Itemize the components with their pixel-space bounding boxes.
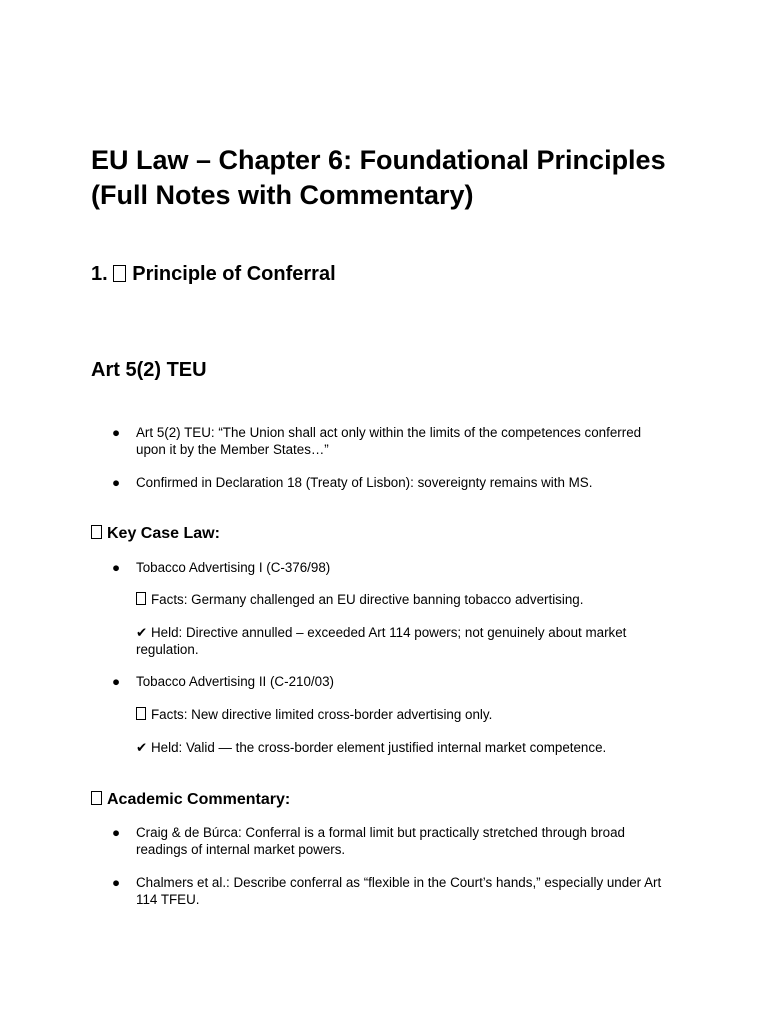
subsection-heading: Art 5(2) TEU [91, 359, 207, 381]
document-title: EU Law – Chapter 6: Foundational Principles (Full Notes with Commentary) [91, 145, 666, 210]
case-held-text: Held: Valid — the cross-border element justified internal market competence. [151, 740, 607, 755]
case-title: Tobacco Advertising II (C-210/03) [136, 674, 334, 689]
section-heading-text: Principle of Conferral [132, 263, 336, 285]
list-item [112, 475, 672, 492]
bullet-icon: ● [112, 825, 121, 840]
case-held [136, 625, 676, 658]
bullet-icon: ● [112, 475, 121, 490]
bullet-icon: ● [112, 425, 121, 440]
check-mark-icon: ✔ [136, 625, 148, 640]
box-glyph-icon [136, 707, 146, 720]
section-number: 1. [91, 263, 108, 285]
list-item [112, 425, 672, 458]
box-glyph-icon [91, 791, 102, 805]
check-mark-icon: ✔ [136, 740, 148, 755]
case-held-text: Held: Directive annulled – exceeded Art 114 powers; not genuinely about market regulation. [136, 625, 627, 657]
list-item-text: Art 5(2) TEU: “The Union shall act only within the limits of the competences conferred upon it by the Member States…” [136, 425, 642, 457]
case-law-heading [91, 524, 220, 544]
case-item [112, 674, 672, 691]
list-item-text: Craig & de Búrca: Conferral is a formal limit but practically stretched through broad readings of internal market powers. [136, 825, 625, 857]
case-facts [136, 592, 676, 609]
bullet-icon: ● [112, 560, 121, 575]
bullet-icon: ● [112, 875, 121, 890]
case-law-heading-text: Key Case Law: [107, 525, 220, 542]
commentary-heading-text: Academic Commentary: [107, 791, 291, 808]
case-held [136, 740, 676, 757]
case-facts [136, 707, 676, 724]
box-glyph-icon [136, 592, 146, 605]
case-facts-text: Facts: Germany challenged an EU directive banning tobacco advertising. [151, 592, 584, 607]
box-glyph-icon [91, 525, 102, 539]
list-item-text: Confirmed in Declaration 18 (Treaty of Lisbon): sovereignty remains with MS. [136, 475, 593, 490]
section-heading-conferral [91, 261, 336, 287]
list-item [112, 825, 672, 858]
commentary-heading [91, 790, 290, 810]
bullet-icon: ● [112, 674, 121, 689]
case-title: Tobacco Advertising I (C-376/98) [136, 560, 331, 575]
case-facts-text: Facts: New directive limited cross-border advertising only. [151, 707, 493, 722]
list-item-text: Chalmers et al.: Describe conferral as “flexible in the Court’s hands,” especially under Art 114 TFEU. [136, 875, 662, 907]
case-item [112, 560, 672, 577]
box-glyph-icon [113, 265, 126, 282]
list-item [112, 875, 672, 908]
